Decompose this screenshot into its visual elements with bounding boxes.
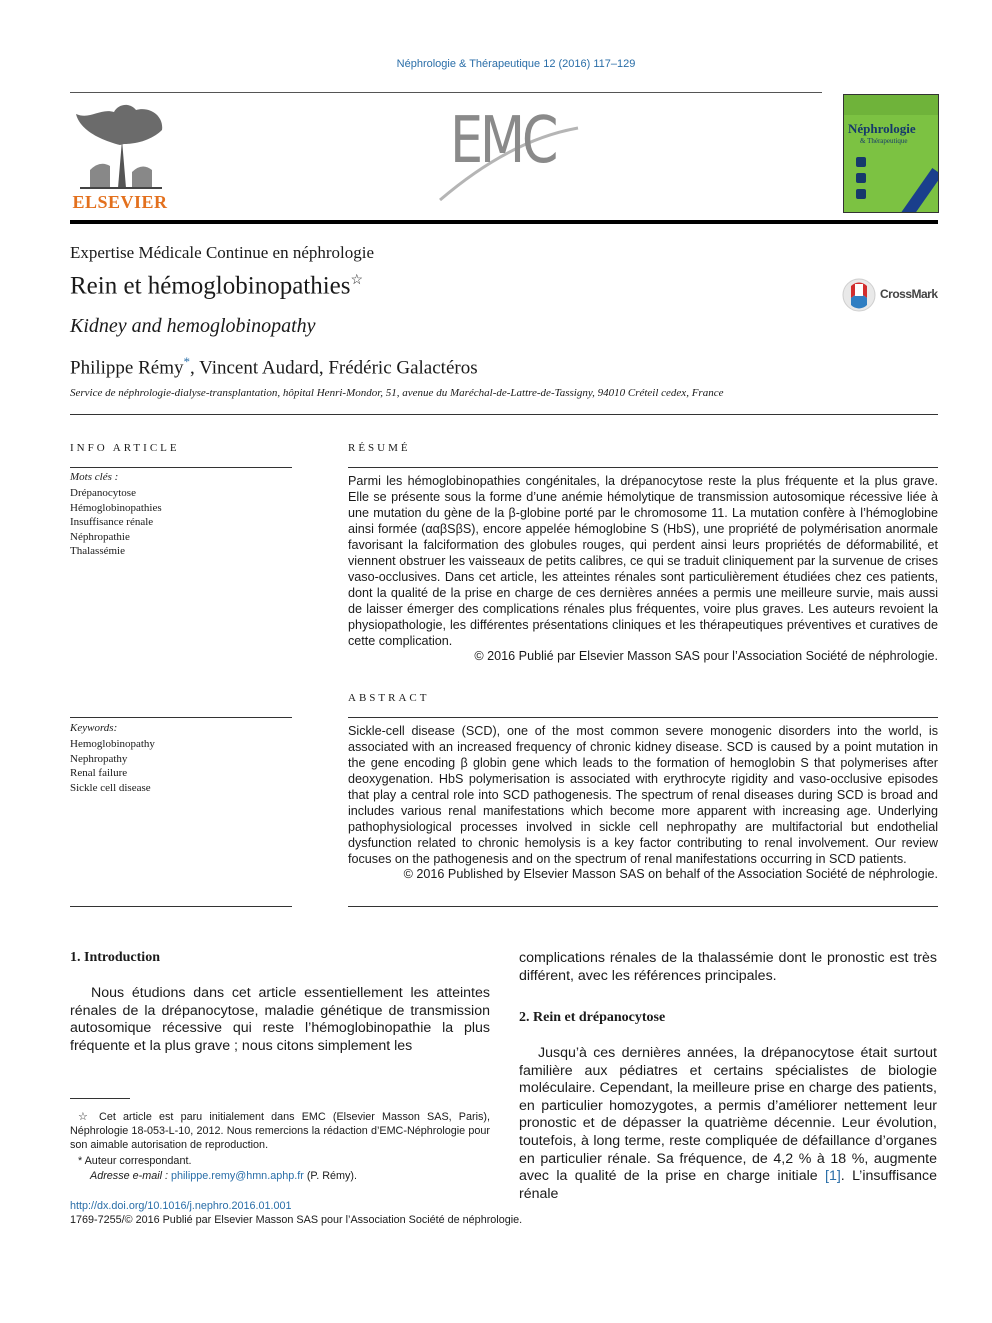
abstract-copyright: © 2016 Published by Elsevier Masson SAS on behalf of the Association Société de néphrologie.: [403, 867, 938, 881]
footnote-2-mark: *: [78, 1155, 83, 1167]
email-label: Adresse e-mail :: [90, 1170, 169, 1182]
article-title: [70, 272, 363, 300]
crossmark-label: CrossMark: [880, 287, 938, 301]
cover-ribbon: [898, 168, 939, 213]
keyword-item: Hémoglobinopathies: [70, 501, 162, 514]
footnote-email: [70, 1169, 510, 1183]
keywords-fr-label: Mots clés :: [70, 471, 119, 483]
authors: [70, 354, 478, 379]
keyword-item: Hemoglobinopathy: [70, 738, 155, 750]
keyword-item: Néphropathie: [70, 530, 130, 543]
footnote-1: [70, 1110, 490, 1152]
corresponding-author-mark[interactable]: *: [183, 354, 190, 369]
keywords-en-list: [70, 737, 155, 795]
section2-text-end: . L’insuffisance rénale: [519, 1168, 938, 1202]
section-title-rein-drepanocytose: 2. Rein et drépanocytose: [519, 1010, 666, 1025]
journal-reference[interactable]: Néphrologie & Thérapeutique 12 (2016) 117–129: [396, 58, 636, 70]
affiliation: Service de néphrologie-dialyse-transplantation, hôpital Henri-Mondor, 51, avenue du Maréchal-de-Lattre-de-Tassigny, 94010 Créteil cedex, France: [70, 387, 724, 399]
keywords-fr-list: [70, 486, 162, 559]
elsevier-logo: [70, 100, 170, 215]
other-authors: , Vincent Audard, Frédéric Galactéros: [189, 357, 478, 379]
keywords-en-label: Keywords:: [70, 722, 118, 734]
cover-square-icon: [856, 157, 866, 167]
info-bottom-rule: [70, 906, 292, 907]
email-link[interactable]: philippe.remy@hmn.aphp.fr: [171, 1170, 304, 1182]
emc-logo: [430, 100, 590, 210]
series-label: Expertise Médicale Continue en néphrologie: [70, 243, 375, 262]
doi-link[interactable]: http://dx.doi.org/10.1016/j.nephro.2016.01.001: [70, 1200, 292, 1212]
footnote-1-mark: ☆: [78, 1111, 92, 1123]
keyword-item: Thalassémie: [70, 545, 125, 557]
footnote-2: [70, 1154, 498, 1168]
footnote-2-text: Auteur correspondant.: [84, 1155, 192, 1167]
abstract-heading: ABSTRACT: [348, 692, 430, 704]
section2-text: Jusqu’à ces dernières années, la drépanocytose était surtout familière aux pédiatres et certains spécialistes de biologie moléculaire. Cependant, la meilleure prise en charge des patients, en particulier homozygotes, a permis d’améliorer nettement leur pronostic et de dépasser la quatrième décennie. Leur évolution, toutefois, à long terme, reste compliquée de défaillance d’organes en particulier rénale. Sa fréquence, de 4,2 % à 18 %, augmente avec la qualité de la prise en charge initiale: [519, 1045, 937, 1185]
journal-cover[interactable]: [843, 94, 939, 213]
keyword-item: Nephropathy: [70, 752, 128, 765]
abstract-bottom-rule: [348, 906, 938, 907]
author-1: Philippe Rémy: [70, 357, 184, 379]
abstract-text: Sickle-cell disease (SCD), one of the most common severe monogenic disorders into the world, is associated with an increased frequency of chronic kidney disease. SCD is caused by a point mutation in the gene encoding β globin gene which leads to the formation of hemoglobin S that polymerises after deoxygenation. HbS polymerisation is associated with erythrocyte rigidity and vaso-occlusive episodes that play a central role into SCD pathogenesis. The spectrum of renal diseases during SCD is broad and includes various renal manifestations which become more apparent with increasing age. Underlying pathophysiological processes involved in sickle cell nephropathy are multifactorial but endothelial dysfunction related to chronic hemolysis is a key factor contributing to renal involvement. Our review focuses on the pathogenesis and on the spectrum of renal manifestations occurring in SCD patients.: [348, 724, 938, 866]
abstract-rule: [348, 717, 938, 718]
resume-heading: RÉSUMÉ: [348, 442, 411, 454]
keyword-item: Insuffisance rénale: [70, 516, 154, 528]
cover-subtitle: & Thérapeutique: [860, 137, 908, 145]
resume-copyright: © 2016 Publié par Elsevier Masson SAS pour l’Association Société de néphrologie.: [474, 649, 938, 663]
elsevier-wordmark: ELSEVIER: [72, 192, 168, 212]
section2-paragraph: [519, 1045, 937, 1203]
cover-square-icon: [856, 173, 866, 183]
title-text: Rein et hémoglobinopathies: [70, 272, 351, 300]
info-rule: [70, 467, 292, 468]
intro-continued: complications rénales de la thalassémie dont le pronostic est très différent, avec les références principales.: [519, 950, 937, 984]
resume-text: Parmi les hémoglobinopathies congénitales, la drépanocytose reste la plus fréquente et la plus grave. Elle se présente sous la forme d’une anémie hémolytique de transmission autosomique récessive liée à une mutation du gène de la β-globine porté par le chromosome 11. La mutation confère à l’hémoglobine ainsi formée (ααβSβS), encore appelée hémoglobine S (HbS), une propriété de polymérisation anormale favorisant la falciformation des globules rouges, qui perdent ainsi leurs propriétés de déformabilité, et viennent obstruer les vaisseaux de petits calibres, ce qui se traduit cliniquement par la survenue de crises vaso-occlusives. Dans cet article, les atteintes rénales sont particulièrement étudiées chez ces patients, dont la qualité de la prise en charge de ces dernières années a permis une meilleure survie, mais aussi de laisser émerger des complications rénales plus fréquentes, voire plus graves. Les auteurs revoient la physiopathologie, les différentes présentations cliniques et les thérapeutiques préventives et curatives de cette complication.: [348, 474, 938, 648]
cover-square-icon: [856, 189, 866, 199]
emc-wordmark: EMC: [450, 104, 556, 178]
keyword-item: Sickle cell disease: [70, 781, 151, 794]
issn-line: 1769-7255/© 2016 Publié par Elsevier Masson SAS pour l’Association Société de néphrologie.: [70, 1214, 523, 1226]
footnote-1-text: Cet article est paru initialement dans EMC (Elsevier Masson SAS, Paris), Néphrologie 18-053-L-10, 2012. Nous remercions la rédaction d’EMC-Néphrologie pour son aimable autorisation de reproduction.: [70, 1111, 491, 1151]
keywords-en-rule: [70, 717, 292, 718]
cover-title: Néphrologie: [848, 121, 916, 136]
header-rule: [70, 92, 822, 93]
keyword-item: Renal failure: [70, 767, 128, 779]
reference-link-1[interactable]: [1]: [825, 1168, 841, 1185]
footnote-rule: [70, 1098, 130, 1099]
email-suffix: (P. Rémy).: [306, 1170, 358, 1182]
title-rule: [70, 414, 938, 415]
article-subtitle: Kidney and hemoglobinopathy: [70, 315, 316, 337]
section-title-introduction: 1. Introduction: [70, 950, 160, 965]
intro-paragraph: Nous étudions dans cet article essentiellement les atteintes rénales de la drépanocytose, maladie génétique de transmission autosomique récessive qui reste l’hémoglobinopathie la plus fréquente et la plus grave ; nous citons simplement les: [70, 985, 490, 1054]
crossmark-icon: [842, 278, 876, 312]
title-footnote-mark[interactable]: ☆: [350, 273, 364, 288]
elsevier-tree-icon: [70, 100, 170, 192]
crossmark-button[interactable]: [842, 278, 942, 312]
header-thick-rule: [70, 220, 938, 224]
info-article-heading: INFO ARTICLE: [70, 442, 180, 454]
resume-rule: [348, 467, 938, 468]
keyword-item: Drépanocytose: [70, 487, 136, 499]
cover-band: [844, 95, 938, 115]
